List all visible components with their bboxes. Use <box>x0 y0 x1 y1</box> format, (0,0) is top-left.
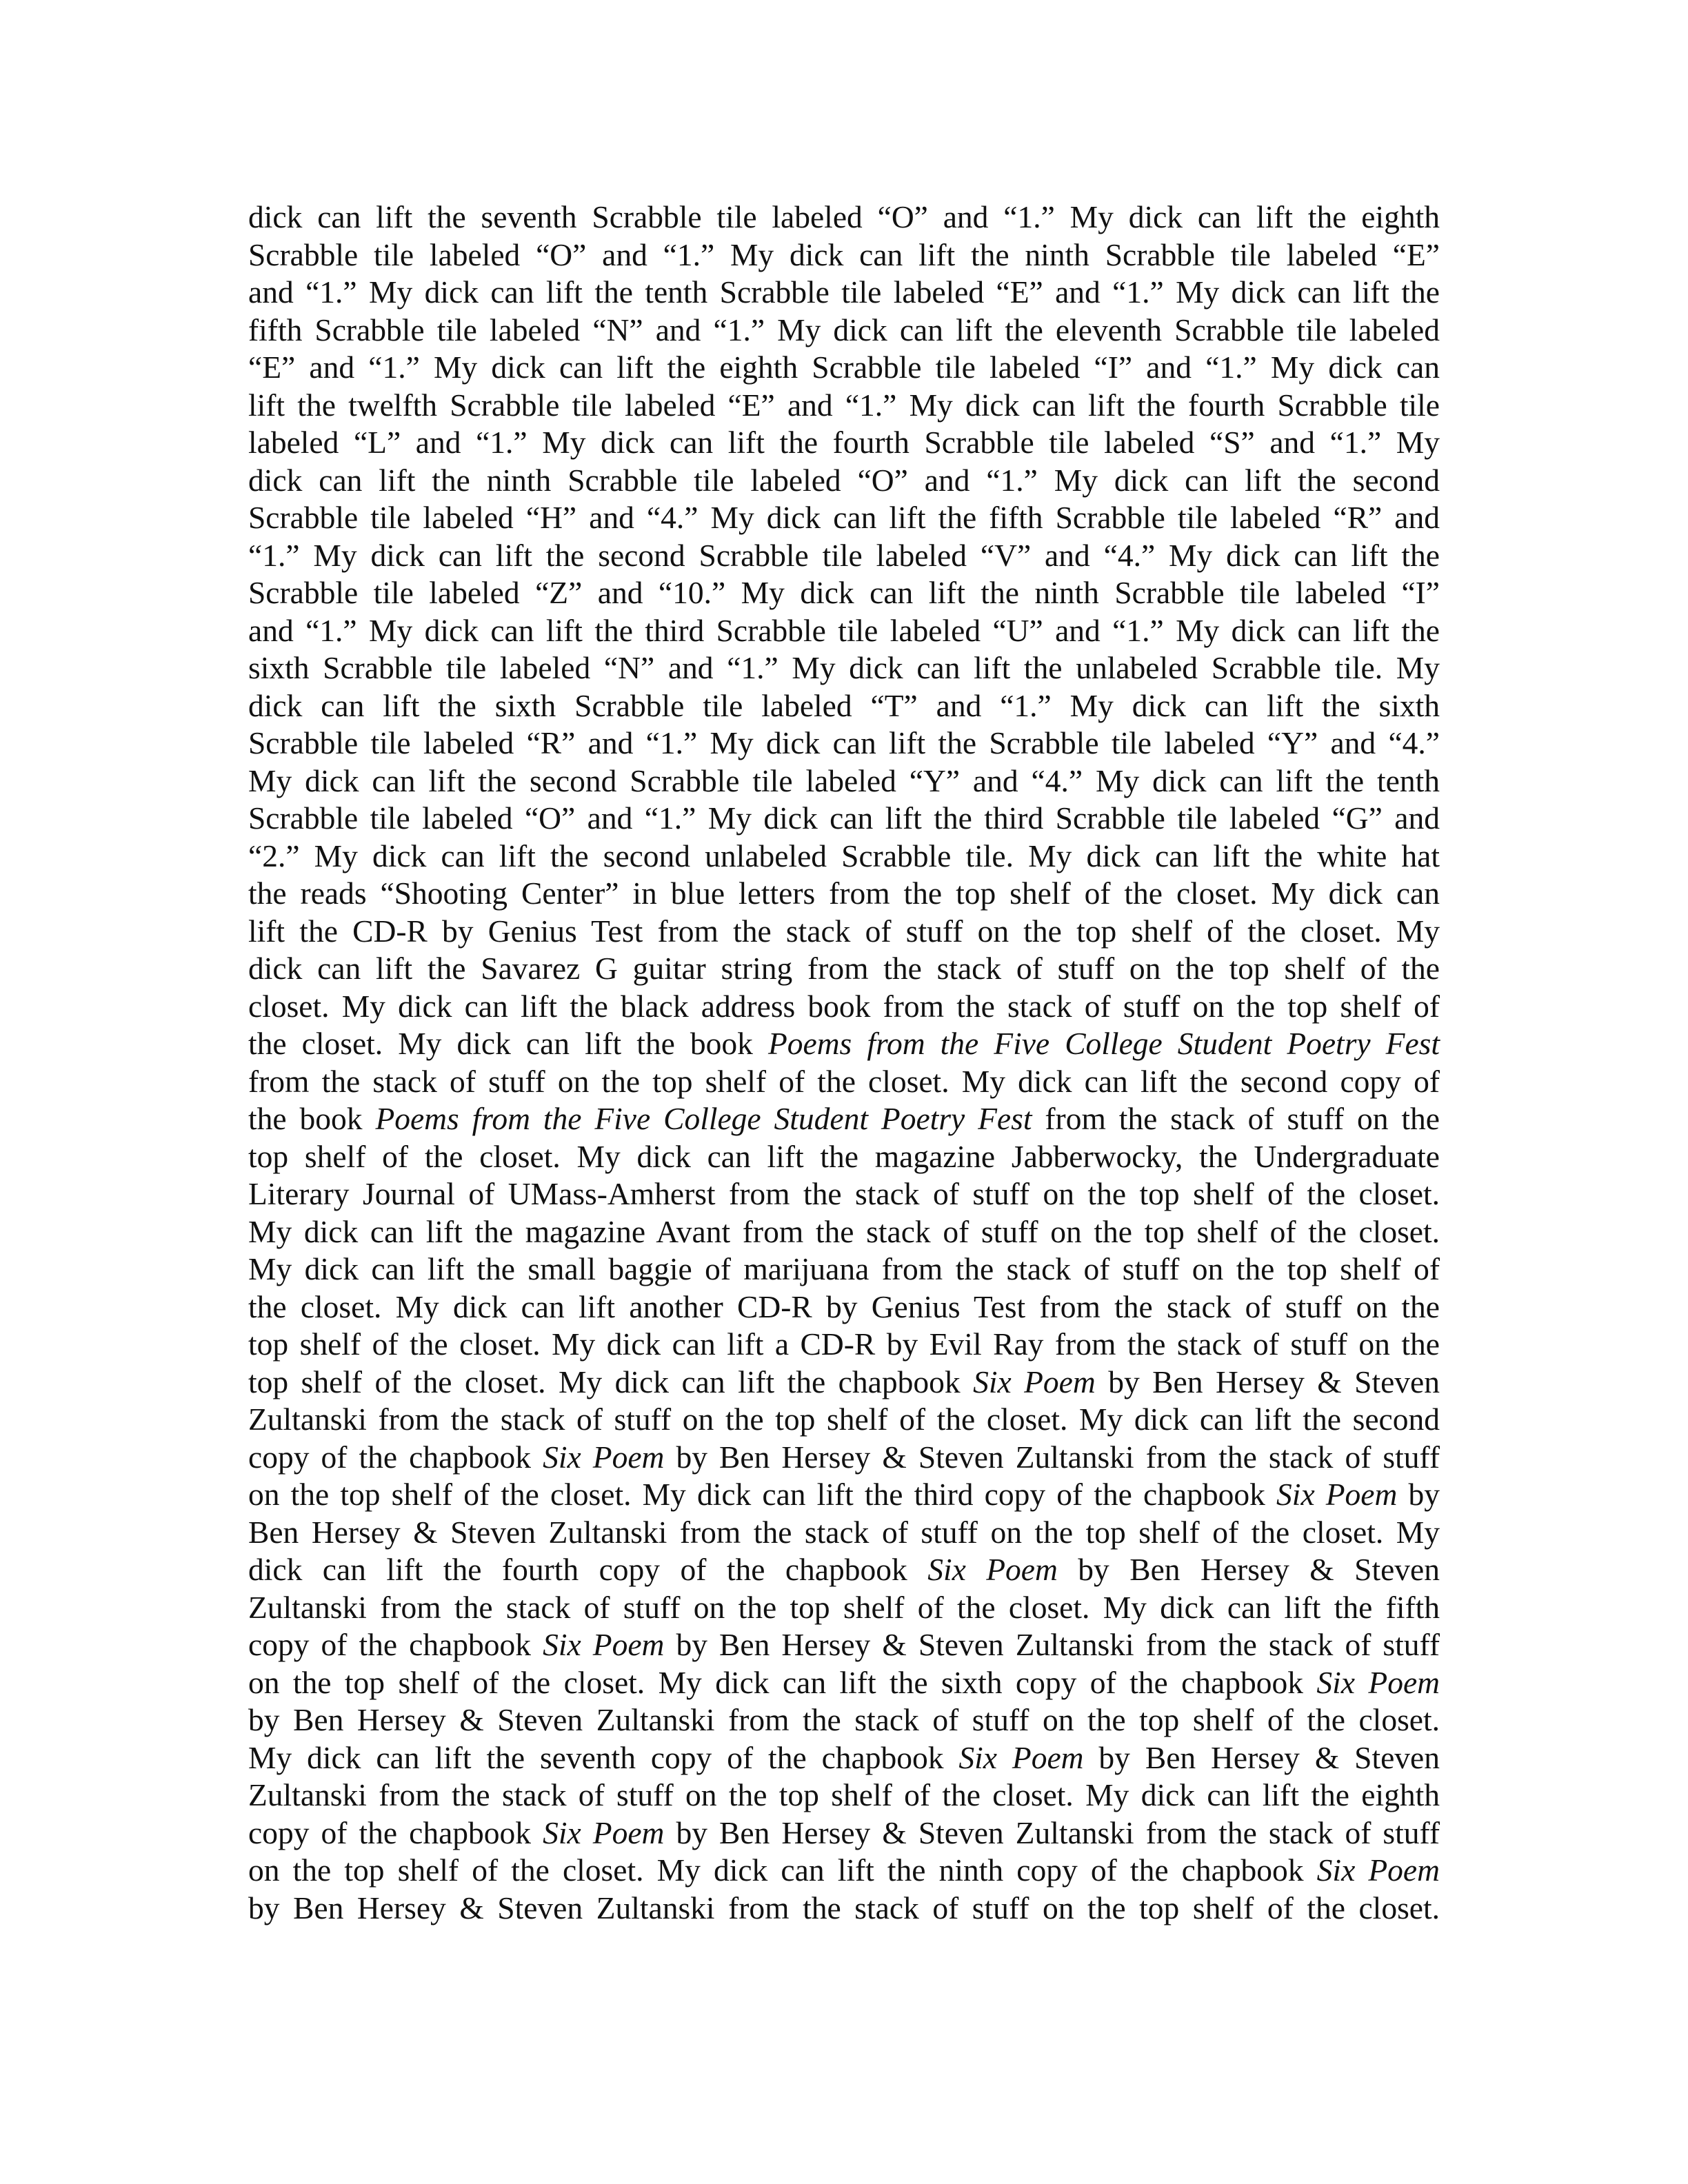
text-run: closet. My dick can lift the black address book from the stack of stuff on the top shelf of <box>248 988 1440 1024</box>
text-run: from the stack of stuff on the top shelf of the closet. My dick can lift the second copy of <box>248 1063 1440 1099</box>
text-run: dick can lift the sixth Scrabble tile labeled “T” and “1.” My dick can lift the sixth <box>248 687 1440 723</box>
text-line <box>248 1626 1440 1664</box>
text-run: the closet. My dick can lift another CD-R by Genius Test from the stack of stuff on the <box>248 1288 1440 1324</box>
text-run: top shelf of the closet. My dick can lift the magazine Jabberwocky, the Undergraduate <box>248 1138 1440 1174</box>
text-run: fifth Scrabble tile labeled “N” and “1.” My dick can lift the eleventh Scrabble tile labeled <box>248 312 1440 347</box>
document-page <box>248 199 1440 1927</box>
italic-title: Poems from the Five College Student Poetry Fest <box>375 1101 1032 1136</box>
text-line <box>248 1288 1440 1326</box>
text-run: Scrabble tile labeled “Z” and “10.” My dick can lift the ninth Scrabble tile labeled “I” <box>248 575 1440 610</box>
italic-title: Six Poem <box>543 1439 665 1475</box>
text-line <box>248 612 1440 650</box>
text-line <box>248 537 1440 575</box>
italic-title: Six Poem <box>973 1364 1096 1399</box>
text-run: top shelf of the closet. My dick can lift the chapbook <box>248 1364 974 1399</box>
text-line <box>248 687 1440 725</box>
text-line <box>248 913 1440 951</box>
text-line <box>248 1439 1440 1477</box>
text-line <box>248 725 1440 762</box>
text-line <box>248 1551 1440 1589</box>
text-line <box>248 1251 1440 1288</box>
text-line <box>248 762 1440 800</box>
italic-title: Six Poem <box>543 1814 665 1850</box>
text-run: on the top shelf of the closet. My dick can lift the third copy of the chapbook <box>248 1477 1277 1512</box>
text-run: the book <box>248 1101 376 1136</box>
text-run: lift the twelfth Scrabble tile labeled “E” and “1.” My dick can lift the fourth Scrabble tile <box>248 387 1440 423</box>
text-run: Zultanski from the stack of stuff on the top shelf of the closet. My dick can lift the eighth <box>248 1777 1440 1812</box>
text-line <box>248 1364 1440 1402</box>
italic-title: Six Poem <box>1276 1477 1398 1512</box>
text-line <box>248 349 1440 387</box>
text-line <box>248 1401 1440 1439</box>
text-line <box>248 875 1440 913</box>
text-line <box>248 199 1440 236</box>
text-run: the reads “Shooting Center” in blue letters from the top shelf of the closet. My dick can <box>248 876 1440 911</box>
italic-title: Six Poem <box>958 1739 1084 1775</box>
italic-title: Six Poem <box>1316 1852 1440 1888</box>
text-run: by Ben Hersey & Steven <box>1095 1364 1440 1399</box>
text-run: dick can lift the fourth copy of the chapbook <box>248 1552 928 1587</box>
text-line <box>248 499 1440 537</box>
text-run: dick can lift the seventh Scrabble tile labeled “O” and “1.” My dick can lift the eighth <box>248 199 1440 234</box>
text-run: by Ben Hersey & Steven Zultanski from the stack of stuff <box>664 1627 1440 1662</box>
text-run: by Ben Hersey & Steven <box>1083 1739 1440 1775</box>
text-run: My dick can lift the second Scrabble tile labeled “Y” and “4.” My dick can lift the tenth <box>248 762 1440 798</box>
text-line <box>248 1814 1440 1852</box>
text-line <box>248 274 1440 312</box>
text-run: by Ben Hersey & Steven Zultanski from the stack of stuff on the top shelf of the closet. <box>248 1702 1440 1737</box>
text-run: from the stack of stuff on the <box>1032 1101 1440 1136</box>
text-line <box>248 574 1440 612</box>
text-line <box>248 1890 1440 1928</box>
text-run: My dick can lift the seventh copy of the chapbook <box>248 1739 959 1775</box>
text-run: sixth Scrabble tile labeled “N” and “1.” My dick can lift the unlabeled Scrabble tile. My <box>248 650 1440 685</box>
text-run: My dick can lift the magazine Avant from the stack of stuff on the top shelf of the closet. <box>248 1213 1440 1249</box>
text-run: by Ben Hersey & Steven Zultanski from the stack of stuff <box>664 1814 1440 1850</box>
text-run: labeled “L” and “1.” My dick can lift the fourth Scrabble tile labeled “S” and “1.” My <box>248 425 1440 460</box>
text-line <box>248 424 1440 462</box>
text-line <box>248 1025 1440 1063</box>
text-run: Scrabble tile labeled “O” and “1.” My dick can lift the third Scrabble tile labeled “G” and <box>248 800 1440 836</box>
italic-title: Poems from the Five College Student Poetry Fest <box>767 1026 1440 1061</box>
text-line <box>248 988 1440 1026</box>
text-run: copy of the chapbook <box>248 1814 543 1850</box>
text-line <box>248 800 1440 838</box>
text-run: Scrabble tile labeled “O” and “1.” My dick can lift the ninth Scrabble tile labeled “E” <box>248 236 1440 272</box>
text-line <box>248 1476 1440 1514</box>
text-run: “1.” My dick can lift the second Scrabble tile labeled “V” and “4.” My dick can lift the <box>248 537 1440 573</box>
text-line <box>248 1138 1440 1176</box>
text-run: Ben Hersey & Steven Zultanski from the stack of stuff on the top shelf of the closet. My <box>248 1514 1440 1550</box>
text-line <box>248 1777 1440 1814</box>
text-run: and “1.” My dick can lift the third Scrabble tile labeled “U” and “1.” My dick can lift the <box>248 612 1440 648</box>
text-run: and “1.” My dick can lift the tenth Scrabble tile labeled “E” and “1.” My dick can lift the <box>248 274 1440 310</box>
text-run: Scrabble tile labeled “H” and “4.” My dick can lift the fifth Scrabble tile labeled “R” and <box>248 500 1440 535</box>
text-run: on the top shelf of the closet. My dick can lift the sixth copy of the chapbook <box>248 1664 1317 1700</box>
text-line <box>248 1175 1440 1213</box>
text-run: “E” and “1.” My dick can lift the eighth Scrabble tile labeled “I” and “1.” My dick can <box>248 350 1440 385</box>
text-line <box>248 649 1440 687</box>
text-run: lift the CD-R by Genius Test from the stack of stuff on the top shelf of the closet. My <box>248 913 1440 949</box>
text-run: by <box>1397 1477 1440 1512</box>
text-line <box>248 838 1440 876</box>
text-run: Zultanski from the stack of stuff on the top shelf of the closet. My dick can lift the second <box>248 1402 1440 1437</box>
text-run: by Ben Hersey & Steven <box>1057 1552 1440 1587</box>
text-line <box>248 387 1440 425</box>
text-run: dick can lift the ninth Scrabble tile labeled “O” and “1.” My dick can lift the second <box>248 462 1440 498</box>
text-run: My dick can lift the small baggie of marijuana from the stack of stuff on the top shelf of <box>248 1251 1440 1286</box>
text-run: copy of the chapbook <box>248 1439 543 1475</box>
text-line <box>248 1063 1440 1101</box>
text-line <box>248 1326 1440 1364</box>
text-line <box>248 1213 1440 1251</box>
text-run: by Ben Hersey & Steven Zultanski from the stack of stuff <box>664 1439 1440 1475</box>
text-line <box>248 1100 1440 1138</box>
text-run: Zultanski from the stack of stuff on the top shelf of the closet. My dick can lift the fifth <box>248 1589 1440 1625</box>
text-run: top shelf of the closet. My dick can lift a CD-R by Evil Ray from the stack of stuff on the <box>248 1326 1440 1362</box>
italic-title: Six Poem <box>1316 1664 1440 1700</box>
text-line <box>248 312 1440 350</box>
italic-title: Six Poem <box>927 1552 1058 1587</box>
italic-title: Six Poem <box>543 1627 665 1662</box>
body-text <box>248 199 1440 1927</box>
text-line <box>248 1852 1440 1890</box>
text-run: dick can lift the Savarez G guitar string from the stack of stuff on the top shelf of the <box>248 951 1440 986</box>
text-run: copy of the chapbook <box>248 1627 543 1662</box>
text-line <box>248 1701 1440 1739</box>
text-line <box>248 236 1440 274</box>
text-run: “2.” My dick can lift the second unlabeled Scrabble tile. My dick can lift the white hat <box>248 838 1440 873</box>
text-run: by Ben Hersey & Steven Zultanski from the stack of stuff on the top shelf of the closet. <box>248 1890 1440 1925</box>
text-line <box>248 1739 1440 1777</box>
text-line <box>248 1664 1440 1702</box>
text-run: Scrabble tile labeled “R” and “1.” My dick can lift the Scrabble tile labeled “Y” and “4.” <box>248 725 1440 760</box>
text-line <box>248 1589 1440 1627</box>
text-line <box>248 462 1440 500</box>
text-line <box>248 1514 1440 1552</box>
text-run: Literary Journal of UMass-Amherst from the stack of stuff on the top shelf of the closet. <box>248 1176 1440 1211</box>
text-run: on the top shelf of the closet. My dick can lift the ninth copy of the chapbook <box>248 1852 1317 1888</box>
text-line <box>248 950 1440 988</box>
text-run: the closet. My dick can lift the book <box>248 1026 768 1061</box>
